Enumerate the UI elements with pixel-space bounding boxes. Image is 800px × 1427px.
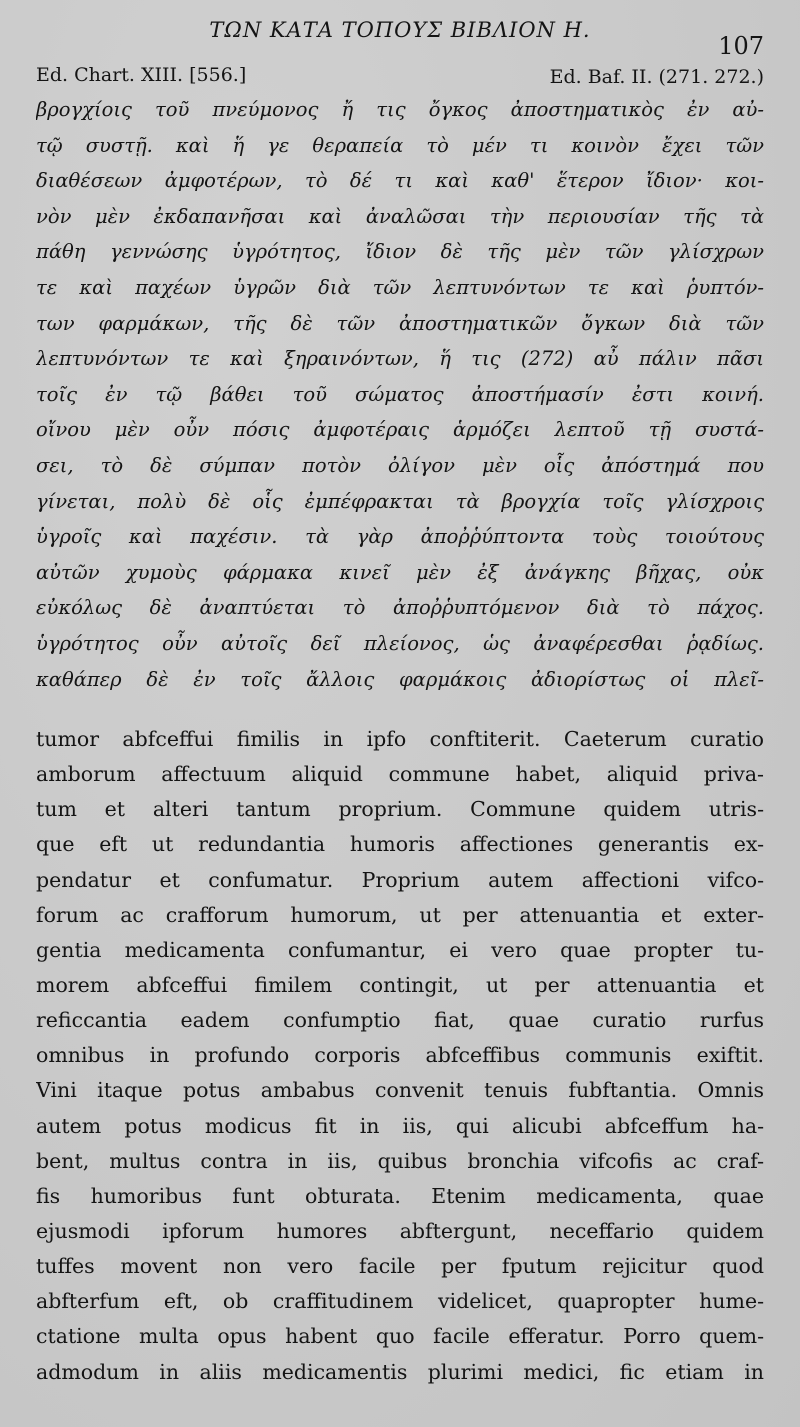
latin-text-line: que eft ut redundantia humoris affectiones generantis ex-	[36, 832, 764, 857]
latin-text-line: abfterfum eft, ob craffitudinem videlicet, quapropter hume-	[36, 1289, 764, 1314]
latin-text-line: autem potus modicus fit in iis, qui alicubi abfceffum ha-	[36, 1113, 764, 1138]
latin-text-line: admodum in aliis medicamentis plurimi medici, fic etiam in	[36, 1359, 764, 1384]
greek-text-line: καθάπερ δὲ ἐν τοῖς ἄλλοις φαρμάκοις ἀδιορίστως οἱ πλεῖ-	[36, 667, 764, 691]
latin-text-line: tuffes movent non vero facile per fputum rejicitur quod	[36, 1254, 764, 1279]
latin-text-line: gentia medicamenta confumantur, ei vero quae propter tu-	[36, 937, 764, 962]
greek-text-line: αὐτῶν χυμοὺς φάρμακα κινεῖ μὲν ἐξ ἀνάγκης βῆχας, οὐκ	[36, 560, 764, 584]
latin-text-line: pendatur et confumatur. Proprium autem affectioni vifco-	[36, 867, 764, 892]
latin-text-line: Vini itaque potus ambabus convenit tenuis fubftantia. Omnis	[36, 1078, 764, 1103]
greek-text-line: λεπτυνόντων τε καὶ ξηραινόντων, ἥ τις (272) αὖ πάλιν πᾶσι	[36, 347, 764, 371]
latin-text-block	[36, 722, 764, 1390]
greek-text-line: νὸν μὲν ἐκδαπανῆσαι καὶ ἀναλῶσαι τὴν περιουσίαν τῆς τὰ	[36, 204, 764, 228]
latin-text-line: fis humoribus funt obturata. Etenim medicamenta, quae	[36, 1183, 764, 1208]
latin-text-line: bent, multus contra in iis, quibus bronchia vifcofis ac craf-	[36, 1148, 764, 1173]
greek-text-line: σει, τὸ δὲ σύμπαν ποτὸν ὀλίγον μὲν οἷς ἀπόστημά που	[36, 453, 764, 477]
greek-text-line: ὑγροῖς καὶ παχέσιν. τὰ γὰρ ἀποῤῥύπτοντα τοὺς τοιούτους	[36, 525, 764, 549]
edition-reference-chartier: Ed. Chart. XIII. [556.]	[36, 64, 247, 86]
page-number: 107	[718, 32, 764, 60]
greek-text-line: τε καὶ παχέων ὑγρῶν διὰ τῶν λεπτυνόντων τε καὶ ῥυπτόν-	[36, 275, 764, 299]
greek-text-line: τῷ συστῇ. καὶ ἥ γε θεραπεία τὸ μέν τι κοινὸν ἔχει τῶν	[36, 133, 764, 157]
latin-text-line: omnibus in profundo corporis abfceffibus communis exiftit.	[36, 1043, 764, 1068]
edition-reference-basel: Ed. Baf. II. (271. 272.)	[549, 66, 764, 88]
latin-text-line: forum ac crafforum humorum, ut per attenuantia et exter-	[36, 902, 764, 927]
greek-text-block	[36, 92, 764, 697]
latin-text-line: ejusmodi ipforum humores abftergunt, neceffario quidem	[36, 1218, 764, 1243]
greek-text-line: γίνεται, πολὺ δὲ οἷς ἐμπέφρακται τὰ βρογχία τοῖς γλίσχροις	[36, 489, 764, 513]
greek-text-line: εὐκόλως δὲ ἀναπτύεται τὸ ἀποῤῥυπτόμενον διὰ τὸ πάχος.	[36, 596, 764, 620]
latin-text-line: tum et alteri tantum proprium. Commune quidem utris-	[36, 797, 764, 822]
latin-text-line: tumor abfceffui fimilis in ipfo conftiterit. Caeterum curatio	[36, 727, 764, 751]
latin-text-line: reficcantia eadem confumptio fiat, quae curatio rurfus	[36, 1008, 764, 1033]
greek-text-line: βρογχίοις τοῦ πνεύμονος ἤ τις ὄγκος ἀποστηματικὸς ἐν αὐ-	[36, 98, 764, 121]
latin-text-line: amborum affectuum aliquid commune habet, aliquid priva-	[36, 762, 764, 787]
greek-text-line: πάθη γεννώσης ὑγρότητος, ἴδιον δὲ τῆς μὲν τῶν γλίσχρων	[36, 240, 764, 264]
latin-text-line: ctatione multa opus habent quo facile efferatur. Porro quem-	[36, 1324, 764, 1349]
latin-text-line: morem abfceffui fimilem contingit, ut per attenuantia et	[36, 972, 764, 997]
greek-text-line: διαθέσεων ἀμφοτέρων, τὸ δέ τι καὶ καθ' ἕτερον ἴδιον· κοι-	[36, 169, 764, 193]
greek-text-line: των φαρμάκων, τῆς δὲ τῶν ἀποστηματικῶν ὄγκων διὰ τῶν	[36, 311, 764, 335]
greek-text-line: ὑγρότητος οὖν αὐτοῖς δεῖ πλείονος, ὡς ἀναφέρεσθαι ῥᾳδίως.	[36, 631, 764, 655]
running-title: ΤΩΝ ΚΑΤΑ ΤΟΠΟΥΣ ΒΙΒΛΙΟΝ Η.	[209, 18, 591, 42]
greek-text-line: τοῖς ἐν τῷ βάθει τοῦ σώματος ἀποστήμασίν ἐστι κοινή.	[36, 382, 764, 406]
greek-text-line: οἴνου μὲν οὖν πόσις ἀμφοτέραις ἁρμόζει λεπτοῦ τῇ συστά-	[36, 418, 764, 442]
